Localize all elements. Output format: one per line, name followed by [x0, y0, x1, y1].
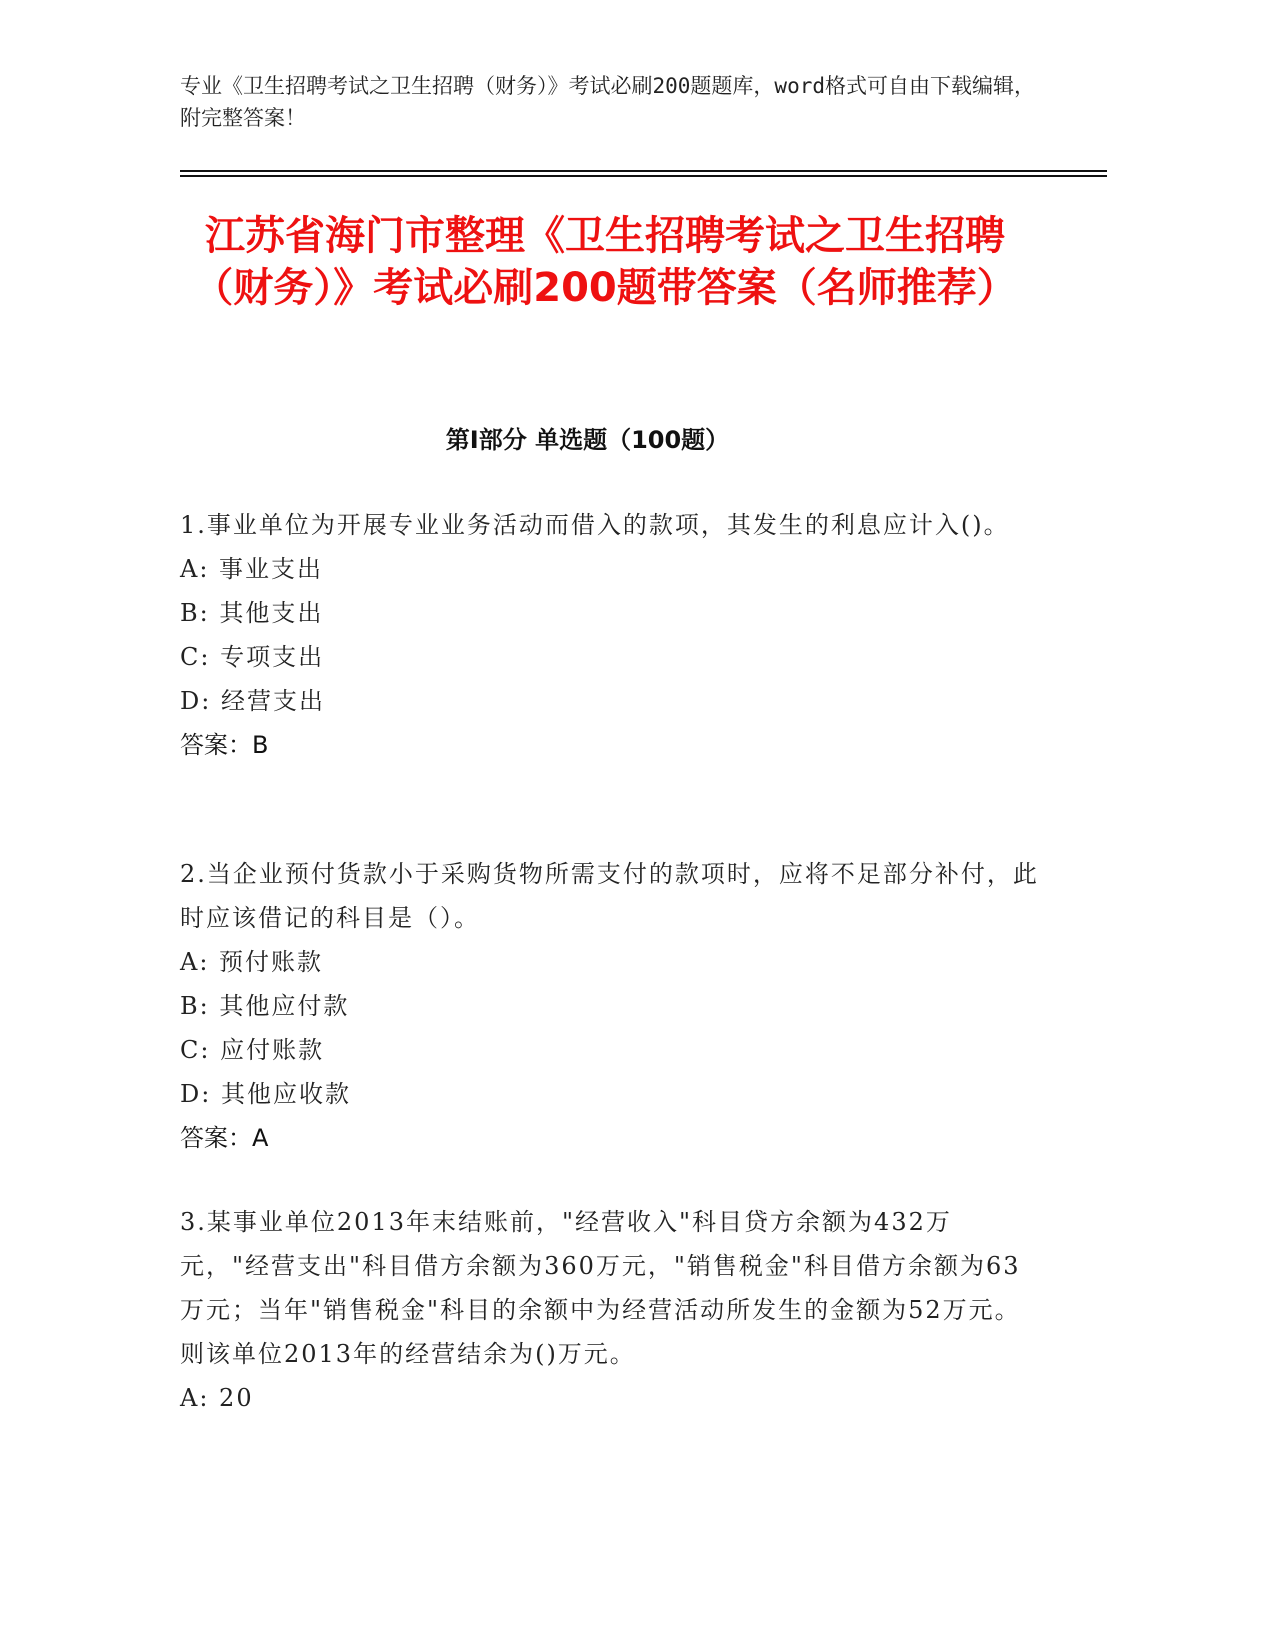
- option-c: C: 应付账款: [180, 1036, 325, 1064]
- option-c: C: 专项支出: [180, 643, 325, 671]
- header-divider-bottom: [180, 175, 1107, 177]
- option-b: B: 其他应付款: [180, 992, 350, 1020]
- option-list: [180, 940, 1040, 1116]
- section-title: 第I部分 单选题（100题）: [445, 426, 730, 454]
- document-title: 江苏省海门市整理《卫生招聘考试之卫生招聘（财务）》考试必刷200题带答案（名师推荐）: [193, 213, 1017, 311]
- option-a: A: 事业支出: [180, 555, 324, 583]
- header-divider-top: [180, 170, 1107, 172]
- option-list: [180, 1376, 1040, 1420]
- question-3: [180, 1200, 1040, 1420]
- option-b: B: 其他支出: [180, 599, 324, 627]
- option-d: D: 经营支出: [180, 687, 325, 715]
- option-list: [180, 547, 1040, 723]
- question-stem: 2.当企业预付货款小于采购货物所需支付的款项时，应将不足部分补付，此时应该借记的科目是（）。: [180, 860, 1039, 932]
- question-stem: 1.事业单位为开展专业业务活动而借入的款项，其发生的利息应计入()。: [180, 511, 1010, 539]
- answer: 答案：B: [180, 731, 269, 759]
- answer: 答案：A: [180, 1124, 269, 1152]
- option-a: A: 预付账款: [180, 948, 324, 976]
- page-header: 专业《卫生招聘考试之卫生招聘（财务）》考试必刷200题题库，word格式可自由下载编辑，附完整答案！: [180, 74, 1035, 130]
- option-d: D: 其他应收款: [180, 1080, 351, 1108]
- question-2: [180, 852, 1040, 1160]
- option-a: A: 20: [180, 1384, 254, 1412]
- question-stem: 3.某事业单位2013年末结账前，"经营收入"科目贷方余额为432万元，"经营支出"科目借方余额为360万元，"销售税金"科目借方余额为63万元；当年"销售税金"科目的余额中为经营活动所发生的金额为52万元。则该单位2013年的经营结余为()万元。: [180, 1208, 1021, 1368]
- question-1: [180, 503, 1040, 767]
